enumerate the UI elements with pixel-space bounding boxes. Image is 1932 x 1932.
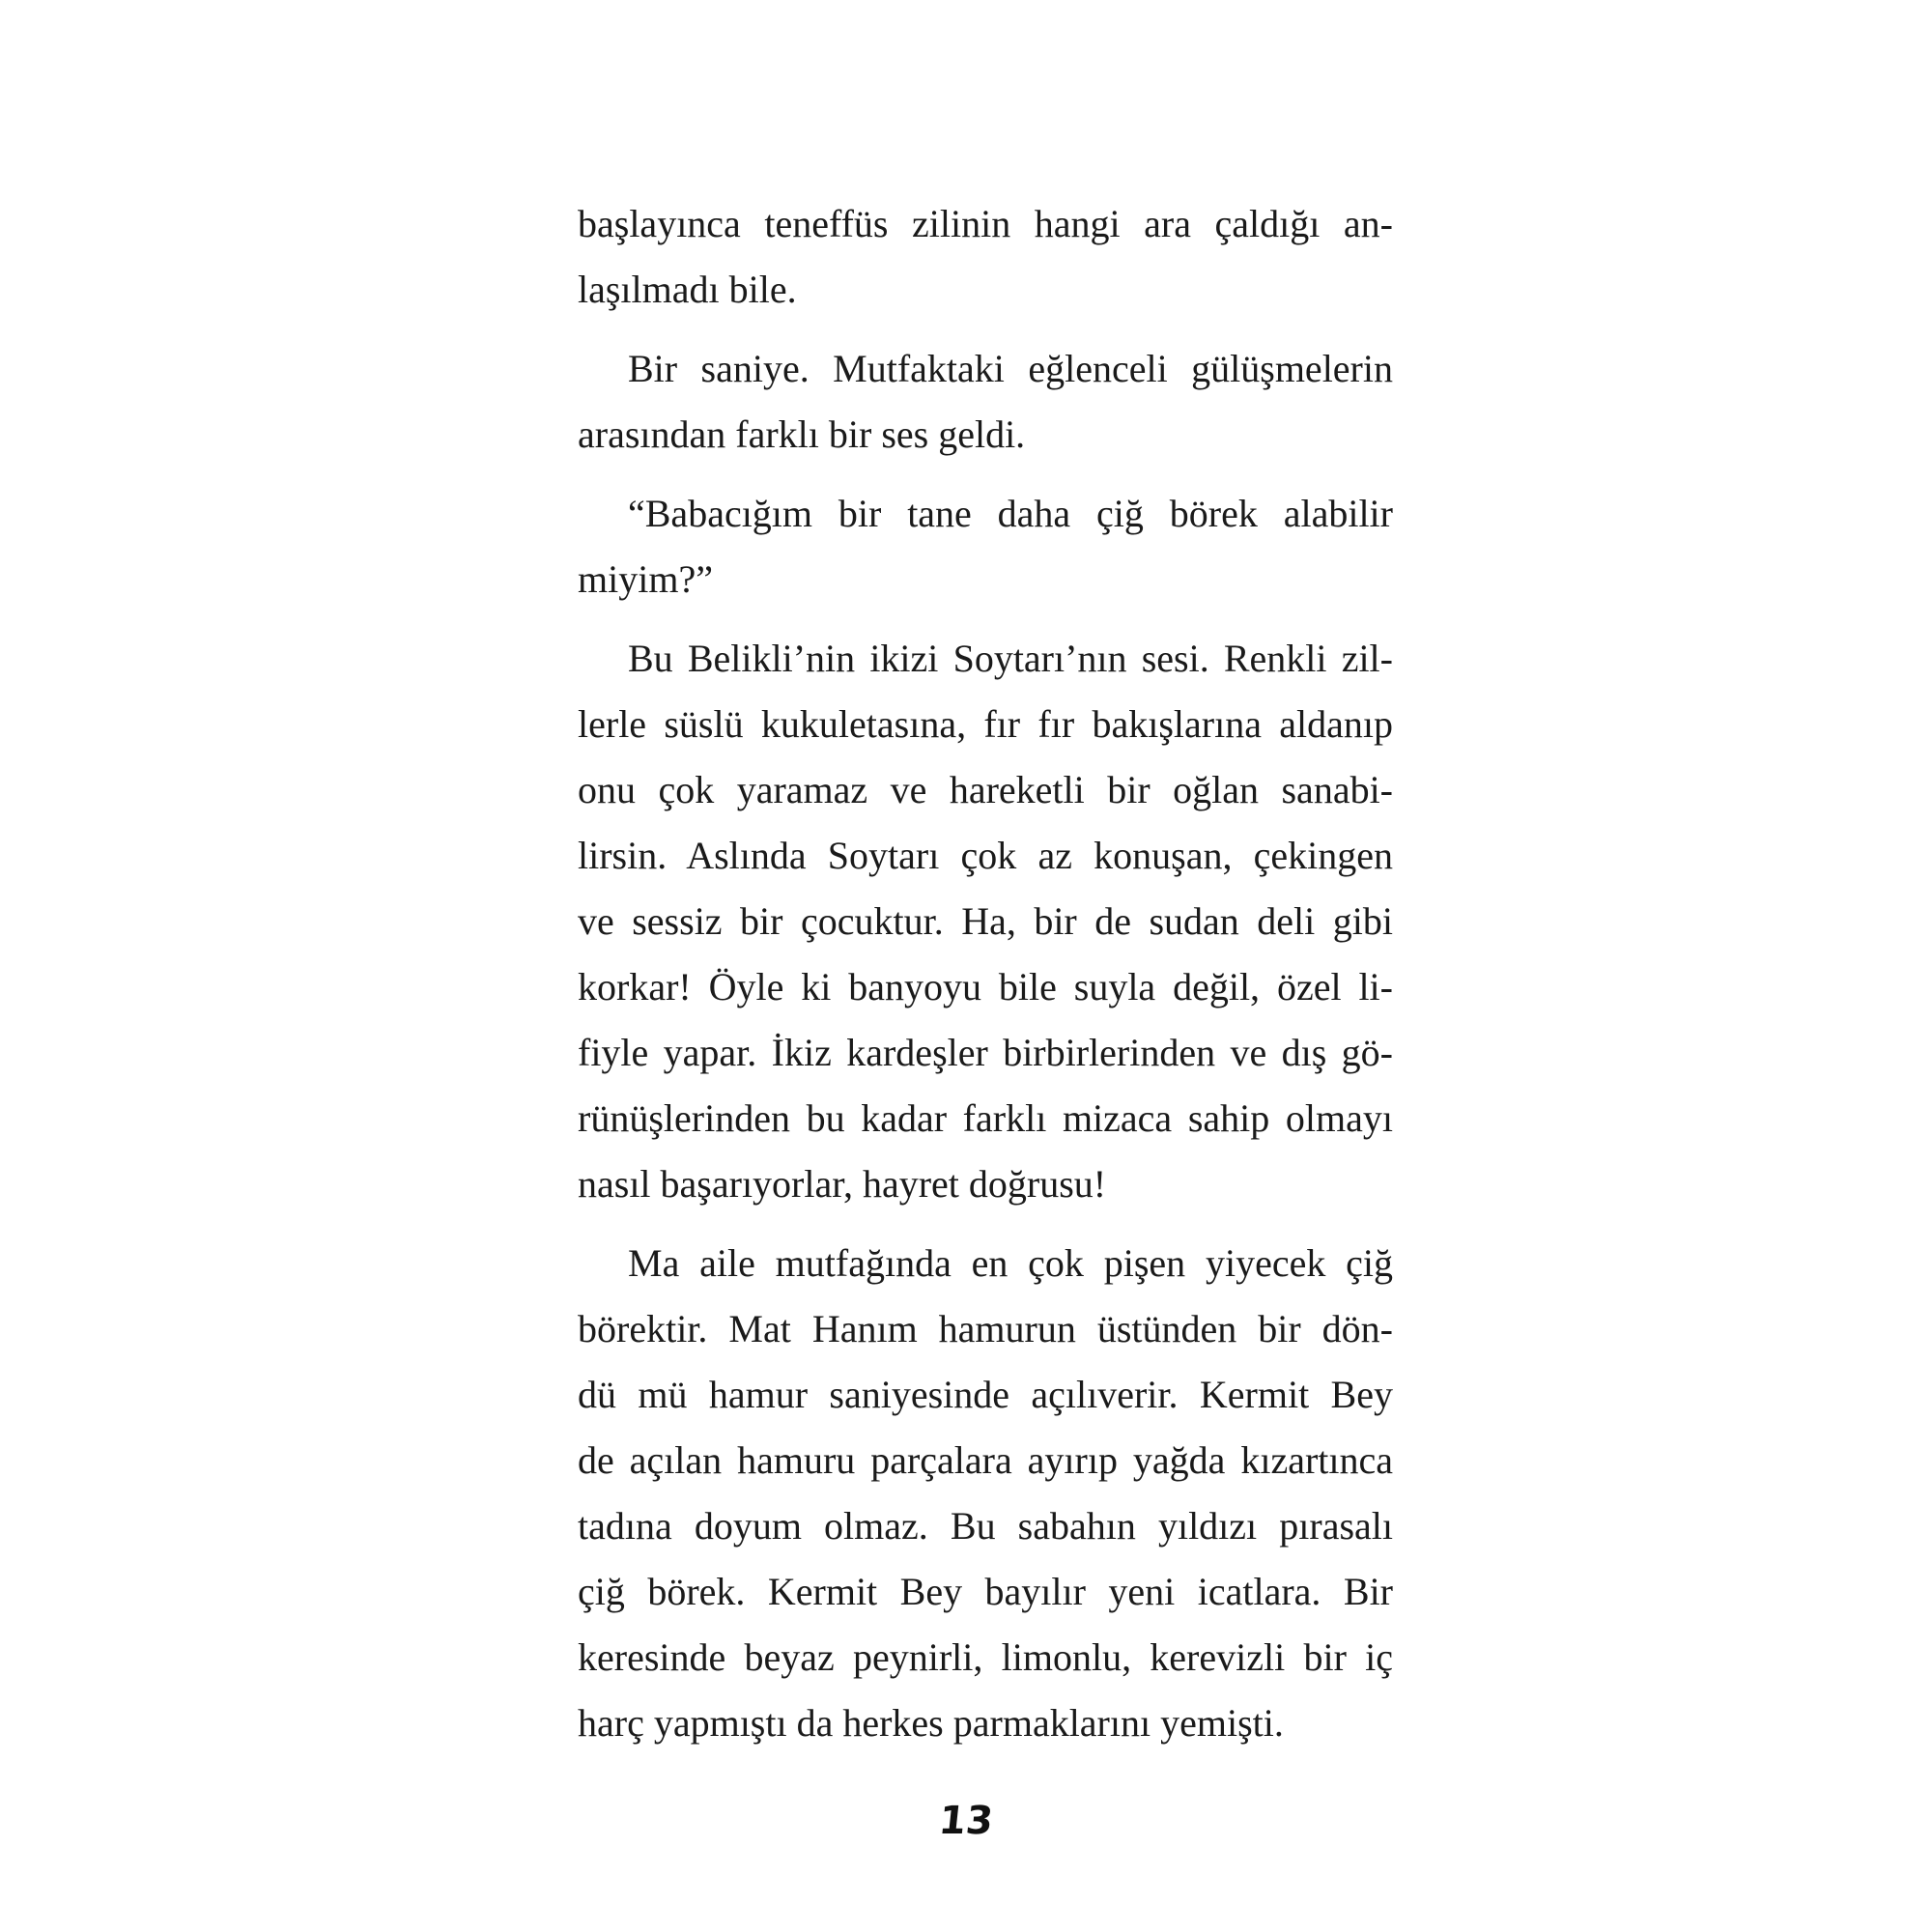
text-line: keresinde beyaz peynirli, limonlu, kerevizli bir iç [578,1635,1393,1679]
paragraph [578,1231,1393,1756]
text-line: laşılmadı bile. [578,268,797,311]
page-body-text [578,191,1393,1756]
text-line: fiyle yapar. İkiz kardeşler birbirlerinden ve dış gö- [578,1031,1393,1074]
text-line: Bu Belikli’nin ikizi Soytarı’nın sesi. Renkli zil- [628,637,1393,680]
paragraph [578,626,1393,1217]
text-line: “Babacığım bir tane daha çiğ börek alabilir [628,492,1393,535]
paragraph [578,191,1393,323]
text-line: nasıl başarıyorlar, hayret doğrusu! [578,1162,1107,1206]
text-line: miyim?” [578,557,713,601]
text-line: tadına doyum olmaz. Bu sabahın yıldızı pırasalı [578,1504,1393,1548]
paragraph [578,481,1393,612]
text-line: çiğ börek. Kermit Bey bayılır yeni icatlara. Bir [578,1570,1393,1613]
text-line: harç yapmıştı da herkes parmaklarını yemişti. [578,1701,1284,1745]
text-line: lirsin. Aslında Soytarı çok az konuşan, çekingen [578,834,1393,877]
text-line: Bir saniye. Mutfaktaki eğlenceli gülüşmelerin [628,347,1393,390]
text-line: dü mü hamur saniyesinde açılıverir. Kermit Bey [578,1373,1393,1416]
text-line: börektir. Mat Hanım hamurun üstünden bir dön- [578,1307,1393,1350]
text-line: lerle süslü kukuletasına, fır fır bakışlarına aldanıp [578,702,1393,746]
text-line: de açılan hamuru parçalara ayırıp yağda kızartınca [578,1438,1393,1482]
text-line: arasından farklı bir ses geldi. [578,412,1026,456]
text-line: Ma aile mutfağında en çok pişen yiyecek çiğ [628,1241,1393,1285]
text-line: rünüşlerinden bu kadar farklı mizaca sahip olmayı [578,1096,1393,1140]
text-line: başlayınca teneffüs zilinin hangi ara çaldığı an- [578,202,1393,245]
text-line: korkar! Öyle ki banyoyu bile suyla değil, özel li- [578,965,1393,1009]
page-number: 13 [936,1799,996,1843]
paragraph [578,336,1393,468]
text-line: ve sessiz bir çocuktur. Ha, bir de sudan deli gibi [578,899,1393,943]
text-line: onu çok yaramaz ve hareketli bir oğlan sanabi- [578,768,1393,811]
